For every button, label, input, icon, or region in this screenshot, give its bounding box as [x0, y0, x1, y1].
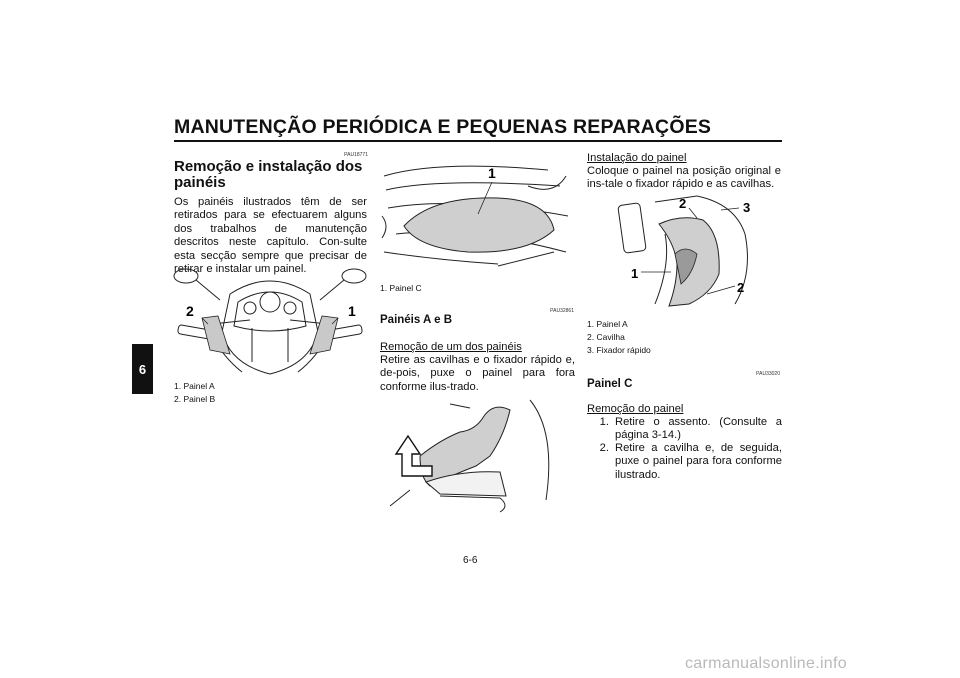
caption: 1. Painel C — [380, 283, 422, 293]
step-number: 2. — [599, 442, 609, 454]
section-title: Remoção e instalação dos painéis — [174, 158, 363, 191]
caption: 2. Painel B — [174, 394, 216, 404]
caption: 3. Fixador rápido — [587, 345, 651, 355]
figure-label: 2 — [679, 196, 687, 211]
figure-label: 2 — [186, 303, 194, 319]
figure-panel-c — [378, 156, 576, 276]
figure-label: 2 — [737, 280, 745, 295]
removal-heading: Remoção do painel — [587, 403, 684, 415]
subsection-title: Painel C — [587, 378, 633, 390]
section-code: PAU33020 — [756, 371, 780, 377]
caption: 2. Cavilha — [587, 332, 625, 342]
header-rule — [174, 140, 782, 142]
step-number: 1. — [599, 416, 609, 428]
watermark: carmanualsonline.info — [685, 655, 847, 672]
page-header-title: MANUTENÇÃO PERIÓDICA E PEQUENAS REPARAÇÕES — [174, 116, 712, 138]
figure-label: 1 — [631, 266, 639, 281]
section-code: PAU18771 — [344, 152, 368, 158]
figure-panel-a-install — [585, 194, 783, 314]
figure-label: 3 — [743, 200, 751, 215]
section-code: PAU32861 — [550, 308, 574, 314]
caption: 1. Painel A — [174, 381, 215, 391]
removal-text: Retire as cavilhas e o fixador rápido e, de-pois, puxe o painel para fora conforme ilus-trado. — [380, 354, 575, 393]
install-heading: Instalação do painel — [587, 152, 687, 164]
figure-panel-removal — [380, 396, 576, 516]
figure-label: 1 — [488, 165, 496, 181]
step-item — [587, 416, 782, 443]
caption: 1. Painel A — [587, 319, 628, 329]
section-intro-text: Os painéis ilustrados têm de ser retirados para se efectuarem alguns dos trabalhos de manutenção descritos neste capítulo. Con-sulte esta secção sempre que precisar de retirar e instalar um painel. — [174, 196, 367, 276]
removal-heading: Remoção de um dos painéis — [380, 341, 522, 353]
figure-panels-a-b — [172, 262, 368, 380]
install-text: Coloque o painel na posição original e ins-tale o fixador rápido e as cavilhas. — [587, 165, 781, 191]
step-item — [587, 442, 782, 482]
page-number: 6-6 — [463, 555, 478, 566]
step-text: Retire o assento. (Consulte a página 3-14.) — [615, 416, 782, 442]
chapter-tab: 6 — [132, 344, 153, 394]
subsection-title: Painéis A e B — [380, 314, 453, 326]
figure-label: 1 — [348, 303, 356, 319]
step-text: Retire a cavilha e, de seguida, puxe o painel para fora conforme ilustrado. — [615, 442, 782, 481]
